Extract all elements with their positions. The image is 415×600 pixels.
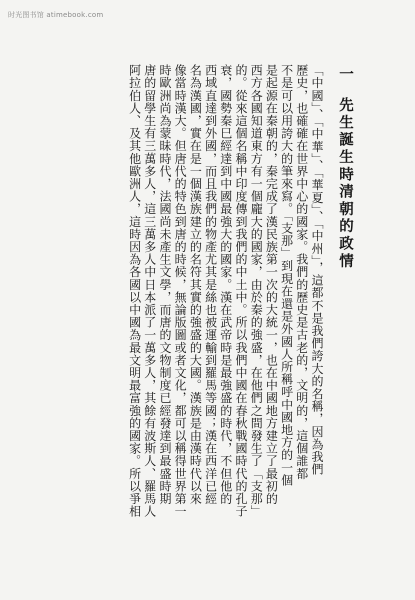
text-column: 歷史，也確確在世界中心的國家。我們的歷史是古老的，文明的，這個誰都: [294, 64, 309, 480]
chapter-number: 一: [337, 66, 354, 84]
text-column: 西方各國知道東方有一個龐大的國家，由於秦的強盛，在他們之間發生了「支那」: [249, 64, 264, 518]
text-column: 時歐洲尚為蒙昧時代，法國尚未產生文學，而唐的文物制度已經發達到最盛時期: [157, 64, 172, 505]
text-column: 阿拉伯人、及其他歐洲人，這時因為各國以中國為最文明最富強的國家。所以爭相: [127, 64, 142, 518]
text-column: 唐的留學生有三萬多人，這三萬多人中日本派了一萬多人，其餘有波斯人、羅馬人: [142, 64, 157, 518]
text-column: 名為漢國，實在是一個漢族建立的名符其實的強盛的大國。漢族是由漢時代以來: [188, 64, 203, 505]
book-page: [68, 64, 358, 534]
text-column: 「中國」、「中華」、「華夏」、「中州」，這都不是我們誇大的名稱，因為我們: [310, 64, 324, 476]
text-column: 西域直達到外國，而且我們的物產尤其是絲也被運輸到羅馬等國；漢在西洋已經: [203, 64, 218, 505]
text-column: 的。從來這個名稱中印度傳到我們的中土中。所以我們中國在春秋戰國時代的孔子: [233, 64, 248, 518]
text-column: 像當時漢大。但唐代的特色到唐的時候，無論版圖或者文化，都可以稱得世界第一: [173, 64, 188, 518]
text-column: 衰，國勢秦巳經達到中國最強大的國家。漢在武帝時是最強盛的時代，不但他的: [218, 64, 233, 505]
chapter-title: 先生誕生時清朝的政情: [337, 97, 354, 271]
chapter-heading: [332, 64, 358, 534]
vertical-text-columns: [126, 64, 358, 534]
text-column: 不是可以用誇大的筆來寫。「支那」到現在還是外國人所稱呼中國地方的一個: [279, 64, 294, 487]
text-column: 是起源在秦朝的，秦完成了漢民族第一次的大統一，也在中國地方建立了最初的: [264, 64, 279, 505]
watermark: 时光图书馆 atimebook.com: [8, 11, 104, 19]
